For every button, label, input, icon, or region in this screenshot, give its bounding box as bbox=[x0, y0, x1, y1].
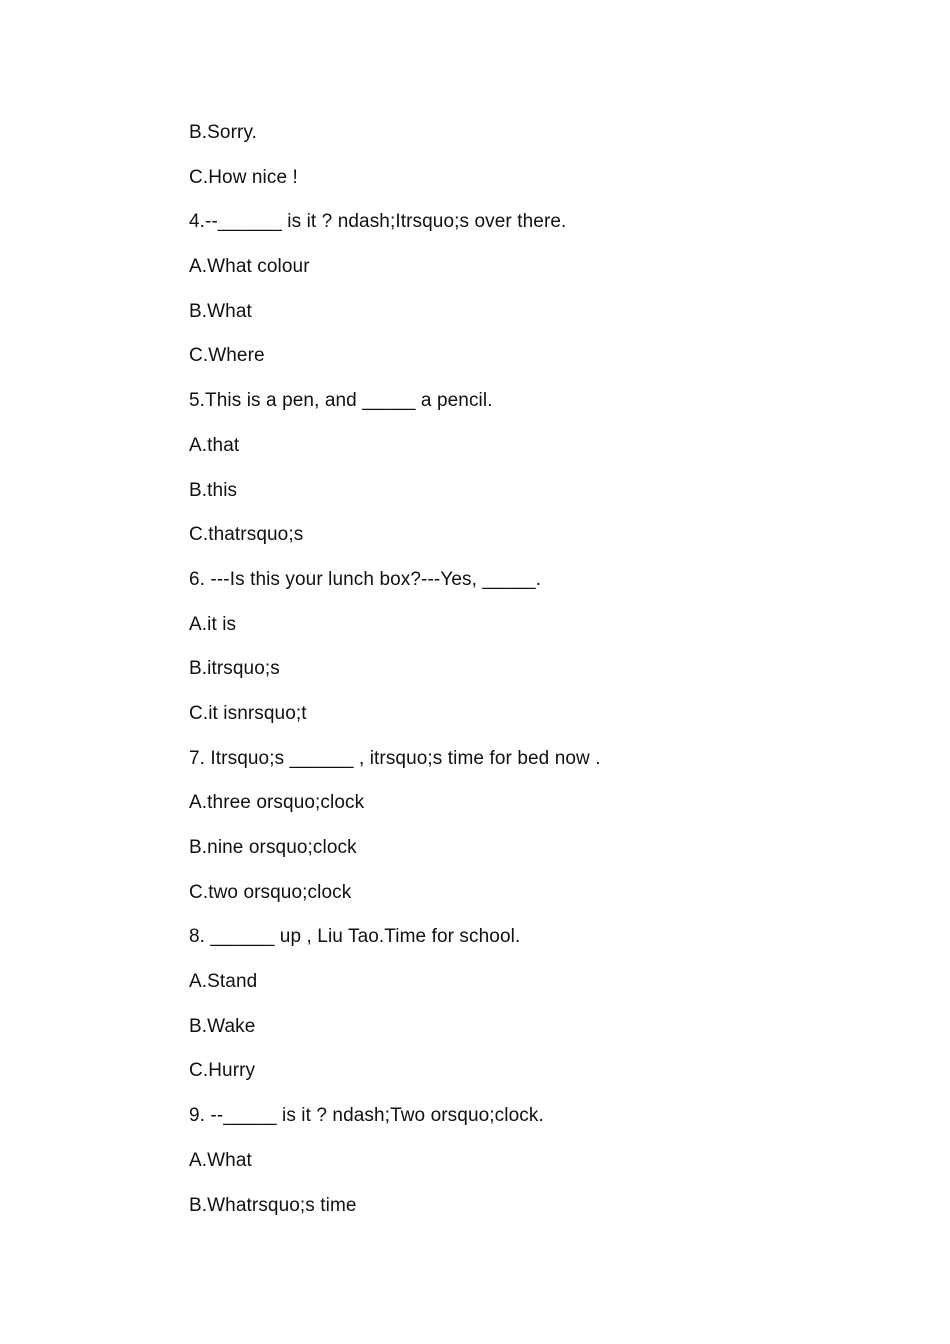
question-7-option-c: C.two orsquo;clock bbox=[189, 881, 352, 903]
question-4: 4.--______ is it ? ndash;Itrsquo;s over there. bbox=[189, 211, 567, 233]
option-b-sorry: B.Sorry. bbox=[189, 122, 258, 143]
question-7-option-b: B.nine orsquo;clock bbox=[189, 837, 357, 858]
question-5: 5.This is a pen, and _____ a pencil. bbox=[189, 390, 493, 412]
question-5-option-a: A.that bbox=[189, 434, 240, 456]
question-4-option-c: C.Where bbox=[189, 345, 265, 367]
question-9-option-a: A.What bbox=[189, 1149, 252, 1171]
question-6-option-a: A.it is bbox=[189, 613, 237, 635]
question-8: 8. ______ up , Liu Tao.Time for school. bbox=[189, 926, 521, 948]
option-c-how-nice: C.How nice ! bbox=[189, 166, 298, 188]
question-6-option-c: C.it isnrsquo;t bbox=[189, 702, 307, 724]
question-4-option-a: A.What colour bbox=[189, 256, 310, 278]
question-4-option-b: B.What bbox=[189, 300, 252, 322]
question-8-option-c: C.Hurry bbox=[189, 1060, 256, 1082]
question-7: 7. Itrsquo;s ______ , itrsquo;s time for bed now . bbox=[189, 747, 601, 769]
question-9-option-b: B.Whatrsquo;s time bbox=[189, 1194, 357, 1216]
question-7-option-a: A.three orsquo;clock bbox=[189, 792, 365, 814]
question-6: 6. ---Is this your lunch box?---Yes, _____. bbox=[189, 568, 542, 590]
question-5-option-c: C.thatrsquo;s bbox=[189, 524, 304, 546]
question-list bbox=[189, 119, 889, 1236]
question-8-option-a: A.Stand bbox=[189, 971, 258, 993]
question-5-option-b: B.this bbox=[189, 479, 238, 501]
question-8-option-b: B.Wake bbox=[189, 1015, 256, 1037]
question-6-option-b: B.itrsquo;s bbox=[189, 658, 280, 680]
question-9: 9. --_____ is it ? ndash;Two orsquo;clock. bbox=[189, 1105, 544, 1127]
